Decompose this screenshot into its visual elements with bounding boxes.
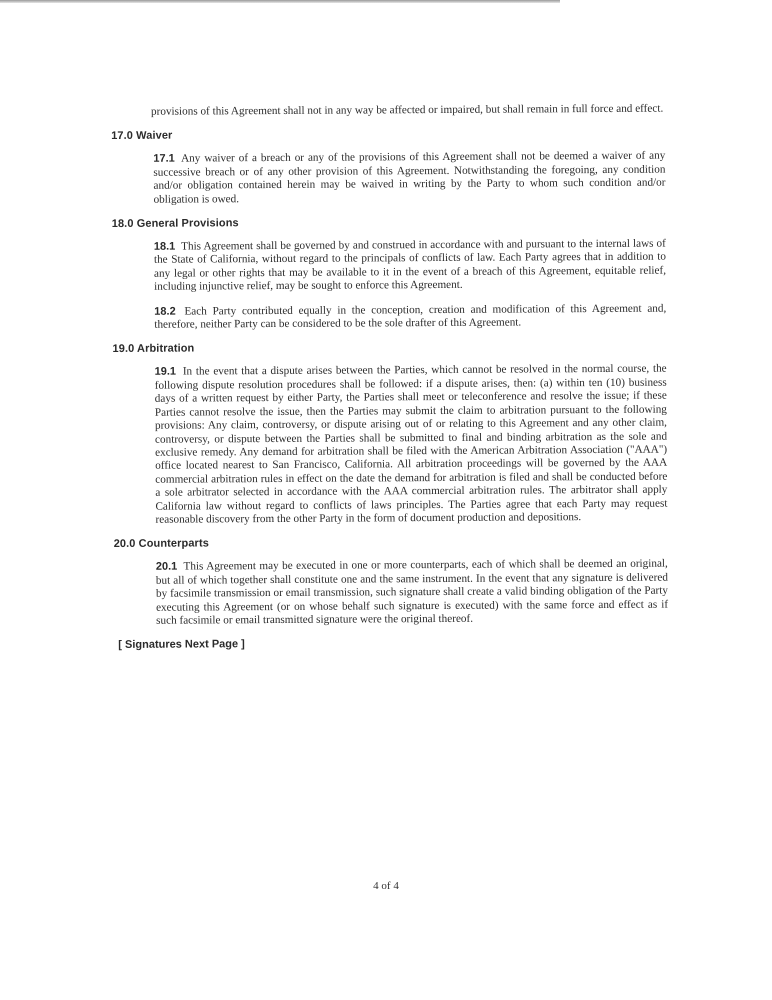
clause-18-2 <box>154 302 666 332</box>
section-heading: 19.0 Arbitration <box>112 342 195 356</box>
signatures-next-page-note: [ Signatures Next Page ] <box>118 638 245 652</box>
clause-text: Each Party contributed equally in the conception, creation and modification of this Agreement and, therefore, neither Party can be considered to be the sole drafter of this Agreement. <box>154 302 667 331</box>
page-number: 4 of 4 <box>373 880 399 892</box>
continuation-paragraph: provisions of this Agreement shall not in any way be affected or impaired, but shall remain in full force and effect. <box>150 102 664 118</box>
clause-number: 19.1 <box>154 366 177 379</box>
clause-20-1 <box>156 558 668 628</box>
section-waiver <box>110 127 665 207</box>
document-body <box>110 103 668 652</box>
clause-number: 18.1 <box>153 240 176 253</box>
scan-edge-shadow <box>0 0 560 3</box>
clause-17-1 <box>153 150 665 207</box>
clause-text: This Agreement may be executed in one or more counterparts, each of which shall be deemed an original, but all of which together shall constitute one and the same instrument. In the event that any signature is delivered by facsimile transmission or email transmission, such signature shall create a valid binding obligation of the Party executing this Agreement (or on whose behalf such signature is executed) with the same force and effect as if such facsimile or email transmitted signature were the original thereof. <box>155 557 669 627</box>
section-arbitration <box>111 340 667 527</box>
section-heading: 18.0 General Provisions <box>111 217 239 231</box>
section-counterparts <box>113 535 669 628</box>
clause-text: This Agreement shall be governed by and construed in accordance with and pursuant to the internal laws of the State of California, without regard to the principals of conflicts of law. Each Party agrees that in addition to any legal or other rights that may be available to it in the event of a breach of this Agreement, equitable relief, including injunctive relief, may be sought to enforce this Agreement. <box>153 237 667 293</box>
clause-text: In the event that a dispute arises between the Parties, which cannot be resolved in the normal course, the following dispute resolution procedures shall be followed: if a dispute arises, then: (a) within ten (10) business days of a written request by either Party, the Parties shall meet or teleconference and resolve the issue; if these Parties cannot resolve the issue, then the Parties may submit the claim to arbitration pursuant to the following provisions: Any claim, controversy, or dispute arising out of or relating to this Agreement and any other claim, controversy, or dispute between the Parties shall be submitted to final and binding arbitration as the sole and exclusive remedy. Any demand for arbitration shall be filed with the American Arbitration Association ("AAA") office located nearest to San Francisco, California. All arbitration proceedings will be governed by the AAA commercial arbitration rules in effect on the date the demand for arbitration is filed and shall be conducted before a sole arbitrator selected in accordance with the AAA commercial arbitration rules. The arbitrator shall apply California law without regard to conflicts of laws principles. The Parties agree that each Party may request reasonable discovery from the other Party in the form of document production and depositions. <box>154 363 668 526</box>
clause-18-1 <box>154 238 666 295</box>
section-general-provisions <box>111 215 667 333</box>
clause-19-1 <box>155 363 668 527</box>
section-heading: 17.0 Waiver <box>111 130 173 143</box>
section-heading: 20.0 Counterparts <box>113 537 209 551</box>
clause-number: 20.1 <box>155 560 178 574</box>
clause-number: 18.2 <box>154 305 176 318</box>
clause-number: 17.1 <box>153 153 175 166</box>
clause-text: Any waiver of a breach or any of the provisions of this Agreement shall not be deemed a waiver of any successive breach or of any other provision of this Agreement. Notwithstanding the foregoing, any condition and/or obligation contained herein may be waived in writing by the Party to whom such condition and/or obligation is owed. <box>153 150 666 206</box>
